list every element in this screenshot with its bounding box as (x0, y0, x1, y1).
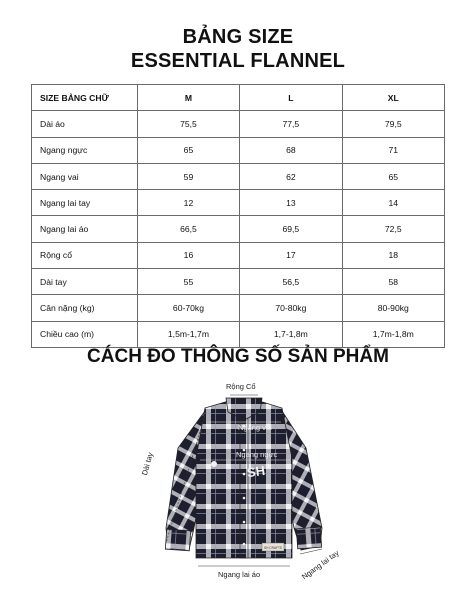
row-label: Dài tay (32, 269, 138, 295)
left-cuff (165, 529, 190, 551)
cell-value: 56,5 (240, 269, 342, 295)
cell-value: 18 (342, 242, 444, 268)
table-row (32, 242, 445, 268)
measure-guide-title: CÁCH ĐO THÔNG SỐ SẢN PHẨM (87, 346, 389, 367)
cell-value: 66,5 (137, 216, 239, 242)
cell-value: 65 (342, 163, 444, 189)
table-row (32, 216, 445, 242)
cell-value: 1,5m-1,7m (137, 321, 239, 347)
table-header-row (32, 85, 445, 111)
cell-value: 1,7-1,8m (240, 321, 342, 347)
cell-value: 55 (137, 269, 239, 295)
cell-value: 68 (240, 137, 342, 163)
table-row (32, 295, 445, 321)
cell-value: 12 (137, 190, 239, 216)
label-hem-width: Ngang lai áo (218, 570, 261, 579)
table-row (32, 321, 445, 347)
cell-value: 62 (240, 163, 342, 189)
cell-value: 70-80kg (240, 295, 342, 321)
cell-value: 71 (342, 137, 444, 163)
size-header-xl: XL (342, 85, 444, 111)
table-row (32, 269, 445, 295)
measurement-diagram (0, 378, 476, 600)
hem-tag-text: SH CRAFTS (263, 546, 283, 550)
cell-value: 69,5 (240, 216, 342, 242)
row-label: Ngang lai áo (32, 216, 138, 242)
cell-value: 13 (240, 190, 342, 216)
row-label: Ngang vai (32, 163, 138, 189)
table-row (32, 137, 445, 163)
cell-value: 14 (342, 190, 444, 216)
row-label: Ngang ngực (32, 137, 138, 163)
chest-graphic-text: SH (245, 462, 266, 481)
row-label: Chiều cao (m) (32, 321, 138, 347)
row-label: Dài áo (32, 111, 138, 137)
table-row (32, 111, 445, 137)
shirt-illustration (0, 378, 476, 600)
label-neck-width: Rộng Cổ (226, 382, 256, 391)
cell-value: 79,5 (342, 111, 444, 137)
size-table (31, 84, 445, 348)
row-label: Rộng cổ (32, 242, 138, 268)
size-header-m: M (137, 85, 239, 111)
table-row (32, 163, 445, 189)
cell-value: 80-90kg (342, 295, 444, 321)
cell-value: 59 (137, 163, 239, 189)
page-title-line1: BẢNG SIZE (182, 26, 294, 48)
cell-value: 60-70kg (137, 295, 239, 321)
label-cuff-width: Ngang lai tay (300, 548, 341, 582)
table-corner-label: SIZE BẢNG CHỮ (32, 85, 138, 111)
label-chest-width: Ngang ngực (236, 450, 278, 459)
page-title-line2: ESSENTIAL FLANNEL (130, 50, 346, 72)
row-label: Cân nặng (kg) (32, 295, 138, 321)
cell-value: 1,7m-1,8m (342, 321, 444, 347)
skull-icon (211, 461, 217, 467)
table-row (32, 190, 445, 216)
cell-value: 16 (137, 242, 239, 268)
label-sleeve-length: Dài tay (140, 451, 155, 477)
cell-value: 75,5 (137, 111, 239, 137)
cell-value: 65 (137, 137, 239, 163)
size-header-l: L (240, 85, 342, 111)
label-shoulder-width: Ngang vai (238, 423, 272, 432)
cell-value: 77,5 (240, 111, 342, 137)
right-cuff (296, 527, 321, 549)
cell-value: 72,5 (342, 216, 444, 242)
cell-value: 17 (240, 242, 342, 268)
cell-value: 58 (342, 269, 444, 295)
row-label: Ngang lai tay (32, 190, 138, 216)
